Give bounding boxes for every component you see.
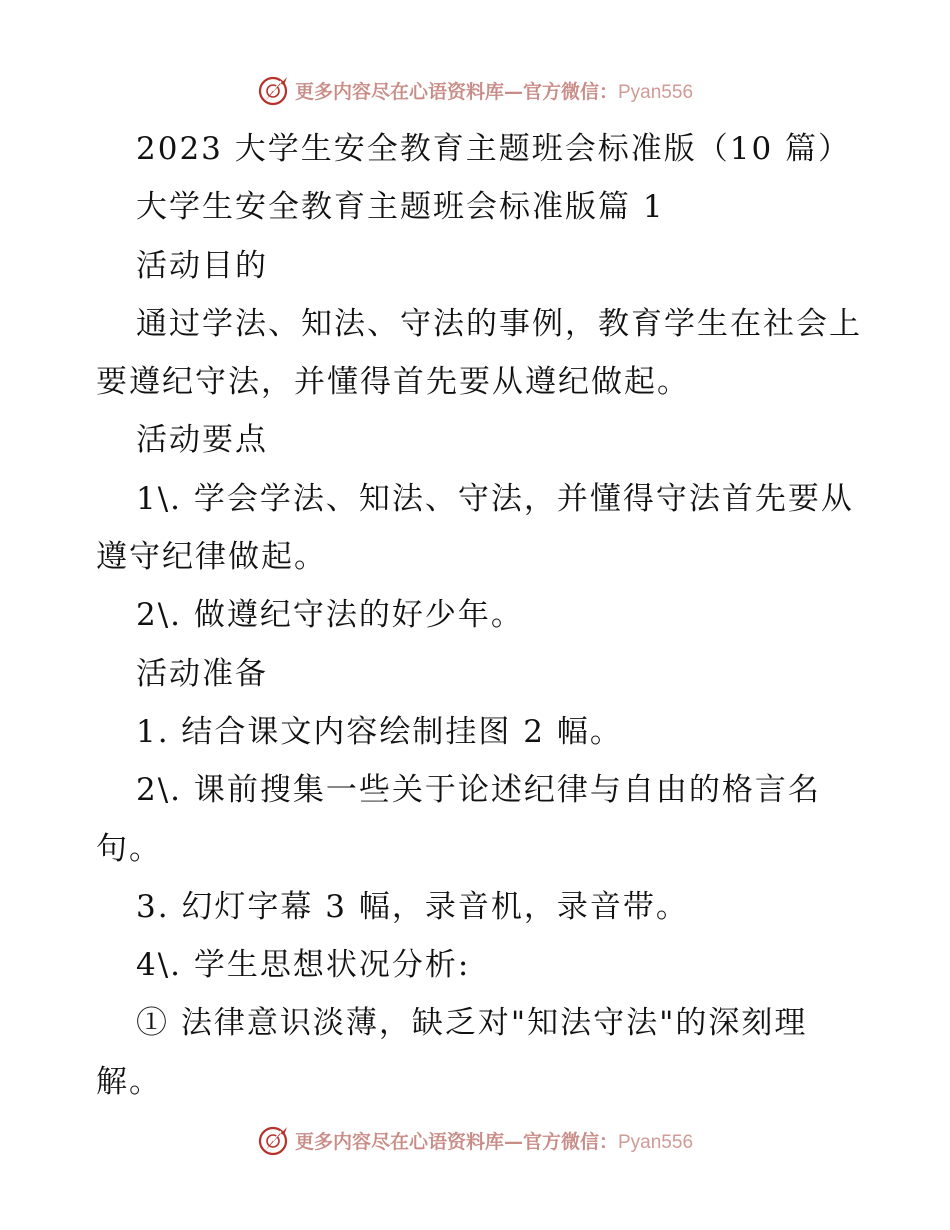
- subheading-purpose: 活动目的: [136, 247, 268, 284]
- header-watermark: [0, 70, 950, 110]
- subheading-points: 活动要点: [136, 422, 268, 459]
- quill-logo-icon: [257, 1123, 291, 1157]
- section-heading: 大学生安全教育主题班会标准版篇 1: [136, 189, 665, 226]
- paragraph: 3. 幻灯字幕 3 幅，录音机，录音带。: [136, 888, 689, 925]
- paragraph: 4\. 学生思想状况分析:: [136, 947, 471, 984]
- paragraph: 1\. 学会学法、知法、守法，并懂得守法首先要从遵守纪律做起。: [96, 480, 854, 576]
- paragraph: 2\. 做遵纪守法的好少年。: [136, 597, 524, 634]
- footer-watermark: [0, 1120, 950, 1160]
- quill-logo-icon: [257, 73, 291, 107]
- subheading-preparation: 活动准备: [136, 655, 268, 692]
- paragraph: 通过学法、知法、守法的事例，教育学生在社会上要遵纪守法，并懂得首先要从遵纪做起。: [96, 305, 862, 401]
- watermark-text: 更多内容尽在心语资料库—官方微信：Pyan556: [294, 80, 694, 103]
- paragraph: 1. 结合课文内容绘制挂图 2 幅。: [136, 713, 623, 750]
- paragraph: 2\. 课前搜集一些关于论述纪律与自由的格言名句。: [96, 772, 821, 867]
- watermark-text: 更多内容尽在心语资料库—官方微信：Pyan556: [294, 1130, 694, 1153]
- doc-title: 2023 大学生安全教育主题班会标准版（10 篇）: [136, 131, 852, 167]
- paragraph: ① 法律意识淡薄，缺乏对"知法守法"的深刻理解。: [96, 1005, 808, 1100]
- document-body: [96, 120, 866, 1111]
